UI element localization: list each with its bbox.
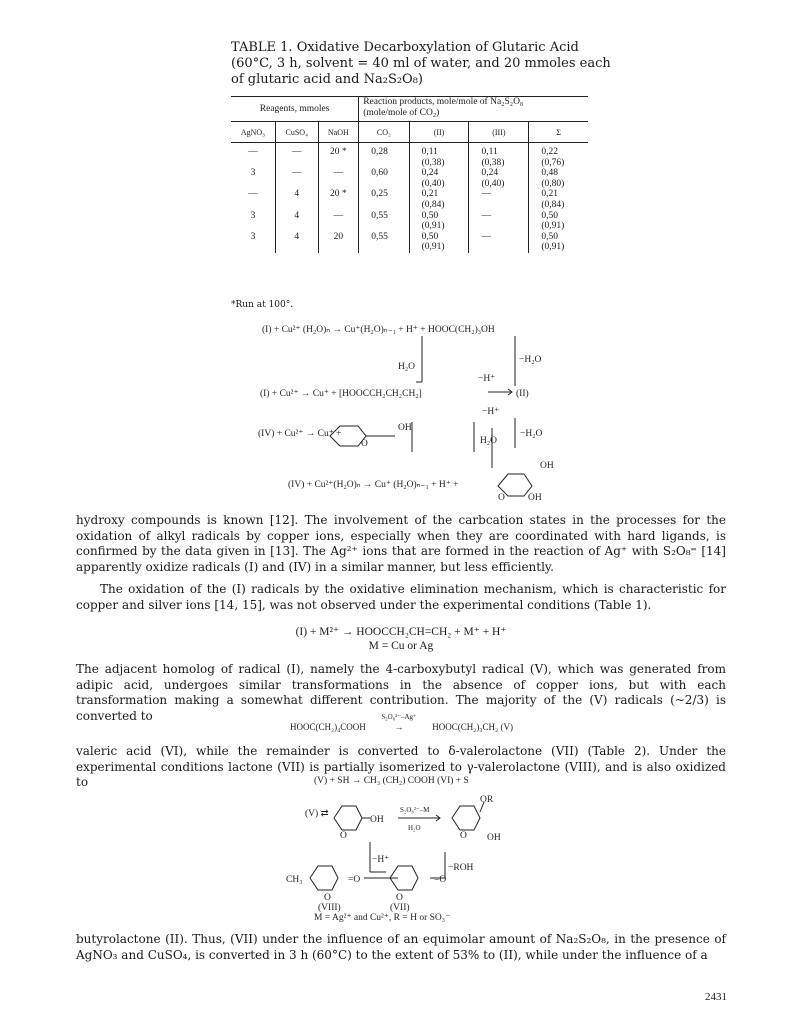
scheme2-ring-3 — [310, 866, 338, 890]
table-cell: 0,50 (0,91) — [409, 211, 469, 232]
col-header: NaOH — [318, 122, 359, 143]
col-header: (II) — [409, 122, 469, 143]
table-cell: 3 — [231, 211, 275, 232]
equation-1-condition: M = Cu or Ag — [368, 640, 434, 652]
table-cell: 4 — [275, 211, 318, 232]
equation-2-arrow: S₂O₈²⁻–Ag⁺ → — [368, 722, 430, 732]
scheme2-oh: OH — [370, 815, 384, 825]
col-header: CO₂ — [359, 122, 409, 143]
col-header: (III) — [469, 122, 529, 143]
scheme2-ring-1 — [334, 806, 362, 830]
table-footnote: *Run at 100°. — [231, 300, 294, 310]
table-cell: 0,25 — [359, 189, 409, 210]
scheme1-h2o-b: H₂O — [480, 436, 498, 446]
scheme1-minus-hplus-b: −H⁺ — [482, 407, 500, 417]
scheme1-line1: (I) + Cu²⁺ (H₂O)ₙ → Cu⁺(H₂O)ₙ₋₁ + H⁺ + HOOC(CH₂)₃OH — [262, 325, 495, 335]
table-cell: 0,50 (0,91) — [541, 231, 565, 253]
table-cell: 0,28 — [359, 143, 409, 169]
table-cell: 0,24 (0,40) — [409, 168, 469, 189]
scheme1-minus-hplus-a: −H⁺ — [478, 374, 496, 384]
scheme2-oh2: OH — [487, 833, 501, 843]
table-cell: — — [275, 168, 318, 189]
paragraph-4: valeric acid (VI), while the remainder is converted to δ-valerolactone (VII) (Table 2). Under the experimental conditions lactone (VII) is partially isomerized to γ-valerolactone (VIII), and is also oxidized to — [76, 744, 726, 790]
scheme2-o3: O — [324, 893, 331, 903]
group-products-line2: (mole/mole of CO₂) — [363, 108, 440, 118]
scheme2-or: OR — [480, 795, 494, 805]
group-reagents: Reagents, mmoles — [231, 97, 359, 122]
scheme1-ii-label: (II) — [516, 389, 529, 399]
table-cell: — — [469, 211, 529, 232]
table-cell: — — [318, 168, 359, 189]
table-cell: — — [469, 232, 529, 253]
table-cell: 0,50 (0,91) — [409, 232, 469, 253]
table-cell: — — [275, 143, 318, 169]
scheme1-minus-h2o-a: −H₂O — [519, 355, 542, 365]
col-header: CuSO₄ — [275, 122, 318, 143]
scheme1-oh-c: OH — [528, 493, 542, 503]
table-row — [231, 168, 588, 189]
group-products-line1: Reaction products, mole/mole of Na₂S₂O₈ — [363, 97, 524, 107]
scheme2-line1: (V) + SH → CH₃ (CH₂) COOH (VI) + S — [314, 776, 469, 786]
scheme2-arrow-bot: H₂O — [408, 824, 421, 832]
scheme1-o-a: O — [361, 439, 368, 449]
table-cell: 20 — [318, 232, 359, 253]
scheme2-vii: (VII) — [390, 903, 410, 913]
table-cell: 0,21 (0,84) — [541, 189, 565, 210]
table-cell: 0,60 — [359, 168, 409, 189]
table-cell: 20 * — [318, 189, 359, 210]
scheme1-minus-h2o-b: −H₂O — [520, 429, 543, 439]
scheme2-o4: O — [396, 893, 403, 903]
scheme1-oh-a: OH — [398, 423, 412, 433]
table-row — [231, 189, 588, 210]
scheme2-eq-o1: =O — [348, 875, 361, 885]
reaction-scheme-2 — [280, 772, 540, 922]
table-cell: 0,55 — [359, 232, 409, 253]
table-cell: 4 — [275, 189, 318, 210]
scheme2-minus-h: −H⁺ — [372, 855, 390, 865]
table-cell: — — [318, 211, 359, 232]
page-number: 2431 — [705, 991, 727, 1003]
scheme2-v-label: (V) ⇄ — [305, 809, 329, 819]
equation-2-right: HOOC(CH₂)₃CH₂ (V) — [432, 722, 513, 732]
table-cell: 0,55 — [359, 211, 409, 232]
paragraph-1: hydroxy compounds is known [12]. The involvement of the carbcation states in the processes for the oxidation of alkyl radicals by copper ions, especially when they are coordinated with hard ligands, is confirmed by the data given in [13]. The Ag²⁺ ions that are formed in the reaction of Ag⁺ with S₂O₈⁼ [14] apparently oxidize radicals (I) and (IV) in a similar manner, but less efficiently. — [76, 513, 726, 574]
scheme2-viii: (VIII) — [318, 903, 341, 913]
scheme1-h2o-a: H₂O — [398, 362, 416, 372]
scheme2-cond: M = Ag²⁺ and Cu²⁺, R = H or SO₃⁻ — [314, 913, 451, 922]
table-cell: 0,50 (0,91) — [541, 210, 565, 232]
reaction-scheme-1 — [230, 318, 590, 508]
equation-2-arrow-label: S₂O₈²⁻–Ag⁺ — [381, 713, 417, 721]
scheme2-ch3: CH₃ — [286, 875, 303, 885]
equation-1: (I) + M²⁺ → HOOCCH₂CH=CH₂ + M⁺ + H⁺ — [295, 626, 507, 638]
table-caption: TABLE 1. Oxidative Decarboxylation of Glutaric Acid (60°C, 3 h, solvent = 40 ml of water, and 20 mmoles each of glutaric acid and Na₂S₂O₈) — [231, 40, 611, 87]
equation-2 — [290, 713, 513, 732]
col-header: Σ — [529, 122, 588, 143]
table-cell: 0,48 (0,80) — [541, 168, 565, 189]
scheme2-arrow-top: S₂O₈²⁻–M — [400, 806, 430, 814]
table-cell: 3 — [231, 232, 275, 253]
equation-2-left: HOOC(CH₂)₄COOH — [290, 722, 366, 732]
scheme1-o-b: O — [498, 493, 505, 503]
table-cell: 4 — [275, 232, 318, 253]
paragraph-3: The adjacent homolog of radical (I), namely the 4-carboxybutyl radical (V), which was generated from adipic acid, undergoes similar transformations in the absence of copper ions, but with each transformation making a somewhat different contribution. The majority of the (V) radicals (~2/3) is converted to — [76, 662, 726, 723]
table-cell: 0,24 (0,40) — [469, 168, 529, 189]
table-cell: 0,11 (0,38) — [409, 143, 469, 169]
scheme2-ring-2 — [452, 806, 480, 830]
table-cell: 20 * — [318, 143, 359, 169]
table-1 — [231, 96, 588, 253]
table-cell: 0,11 (0,38) — [469, 143, 529, 169]
paragraph-2: The oxidation of the (I) radicals by the oxidative elimination mechanism, which is characteristic for copper and silver ions [14, 15], was not observed under the experimental conditions (Table 1). — [76, 582, 726, 612]
table-row — [231, 232, 588, 253]
scheme1-line2: (I) + Cu²⁺ → Cu⁺ + [HOOCCH₂CH₂CH₂] — [260, 389, 422, 399]
table-cell: — — [231, 143, 275, 169]
col-header: AgNO₃ — [231, 122, 275, 143]
table-cell: 0,22 (0,76) — [541, 147, 565, 168]
table-cell: 0,21 (0,84) — [409, 189, 469, 210]
paragraph-5: butyrolactone (II). Thus, (VII) under the influence of an equimolar amount of Na₂S₂O₈, in the presence of AgNO₃ and CuSO₄, is converted in 3 h (60°C) to the extent of 53% to (II), while under the influence of a — [76, 932, 726, 962]
table-body — [231, 143, 588, 253]
scheme2-o1: O — [340, 831, 347, 841]
scheme1-line4: (IV) + Cu²⁺(H₂O)ₙ → Cu⁺ (H₂O)ₙ₋₁ + H⁺ + — [288, 480, 459, 490]
table-row — [231, 211, 588, 232]
scheme2-minus-roh: −ROH — [448, 863, 474, 873]
table-cell: 3 — [231, 168, 275, 189]
table-cell: — — [469, 189, 529, 210]
scheme2-o2: O — [460, 831, 467, 841]
scheme1-line3-left: (IV) + Cu²⁺ → Cu⁺ + — [258, 429, 342, 439]
group-products — [359, 97, 588, 122]
table-row — [231, 143, 588, 169]
scheme1-oh-b: OH — [540, 461, 554, 471]
table-cell: — — [231, 189, 275, 210]
scheme2-eq-o2: =O — [434, 875, 447, 885]
